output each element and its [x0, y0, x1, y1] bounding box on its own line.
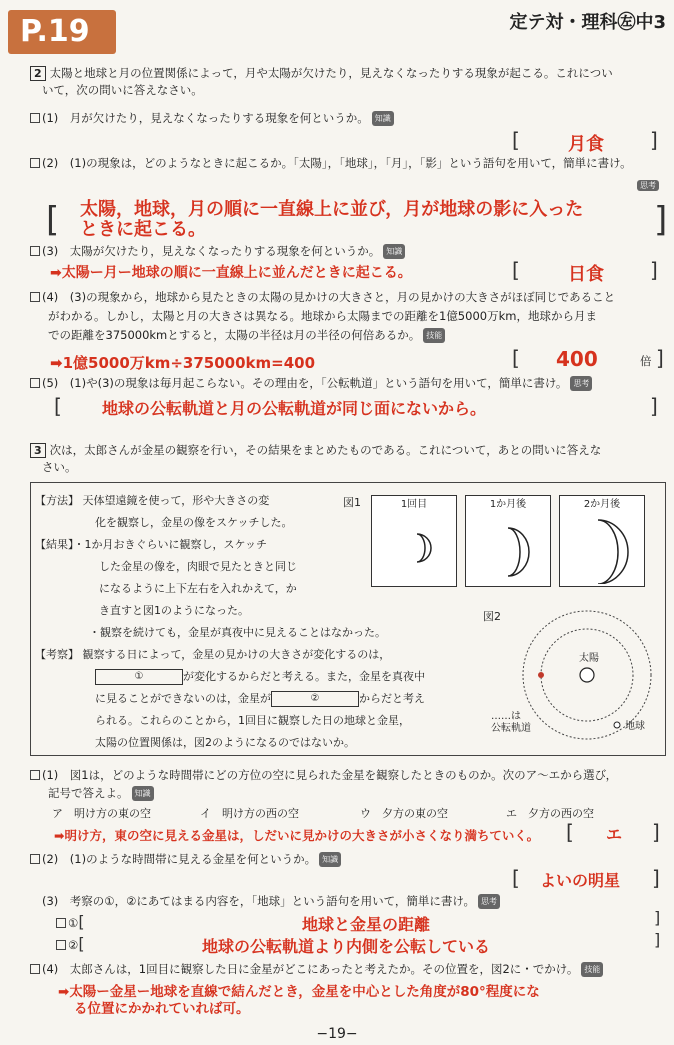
q3-s1: (1) 図1は，どのような時間帯にどの方位の空に見られた金星を観察したときのものか。次のア～エから選び， [30, 768, 617, 783]
q3-intro-line2: さい。 [42, 460, 77, 474]
q3-s1-answer: エ [606, 825, 623, 844]
q3-s3-sub1: ①[ [56, 914, 85, 931]
earth-label: 地球 [625, 721, 645, 732]
choice-i: イ 明け方の西の空 [200, 807, 299, 820]
tag-knowledge: 知識 [383, 244, 405, 259]
q3-s3-answer1: 地球と金星の距離 [302, 915, 431, 934]
q2-s5-answer: 地球の公転軌道と月の公転軌道が同じ面にないから。 [102, 399, 487, 418]
q2-s3-answer: 日食 [568, 264, 604, 285]
sun-icon [580, 668, 594, 682]
checkbox[interactable] [30, 854, 40, 864]
fig2-label: 図2 [483, 610, 501, 623]
fig1-panel-2: 1か月後 [465, 495, 551, 587]
checkbox[interactable] [30, 378, 40, 388]
checkbox[interactable] [30, 770, 40, 780]
checkbox[interactable] [30, 113, 40, 123]
q2-s4: (4) (3)の現象から，地球から見たときの太陽の見かけの大きさと，月の見かけの大きさがほぼ同じであること [30, 290, 615, 305]
observation-box: 【方法】 天体望遠鏡を使って，形や大きさの変 化を観察し，金星の像をスケッチした。 【結果】・1か月おきぐらいに観察し，スケッチ した金星の像を，肉眼で見たときと同じ になるように上下左右を入れかえて，か き直すと図1のようになった。 ・観察を続けても，金星が真夜中に見えることはなかった。 【考察】 観察する日によって，金星の見かけの大きさが変化するのは， ① が変化するからだと考える。また，金星を真夜中 に見ることができないのは，金星が ② からだと考え られる。これらのことから，1回目に観察した日の地球と金星， 太陽の位置関係は，図2のようになるのではないか。 図1 1回目 1か月後 2か月後 図2 太陽 地球 ……は 公転軌道 [30, 482, 666, 756]
checkbox[interactable] [30, 292, 40, 302]
checkbox[interactable] [30, 964, 40, 974]
q3-s4: (4) 太郎さんは，1回目に観察した日に金星がどこにあったと考えたか。その位置を，図2に・でかけ。 技能 [30, 962, 603, 977]
bracket-open: [ [46, 200, 60, 240]
venus-phase-2-icon [466, 514, 552, 584]
tag-thinking: 思考 [637, 180, 659, 191]
q2-s4-line3: での距離を375000kmとすると，太陽の半径は月の半径の何倍あるか。 技能 [48, 328, 445, 343]
q2-s3: (3) 太陽が欠けたり，見えなくなったりする現象を何というか。 知識 [30, 244, 405, 259]
tag-thinking: 思考 [570, 376, 592, 391]
choice-e: エ 夕方の西の空 [506, 807, 594, 820]
choice-a: ア 明け方の東の空 [52, 807, 151, 820]
page-number: −19− [316, 1026, 358, 1042]
q3-s1-explain: ➡明け方，東の空に見える金星は，しだいに見かけの大きさが小さくなり満ちていく。 [54, 828, 540, 843]
venus-dot-icon [538, 672, 544, 678]
blank-1: ① [95, 669, 183, 685]
bracket-open: [ [512, 128, 520, 152]
q2-s4-unit: 倍 [640, 354, 652, 368]
header-title: 定テ対・理科㊧中3 [509, 12, 666, 33]
checkbox[interactable] [30, 158, 40, 168]
q3-s3-sub2: ②[ [56, 936, 85, 953]
tag-thinking: 思考 [478, 894, 500, 909]
q2-s4-answer: 400 [556, 347, 598, 371]
earth-icon [614, 722, 620, 728]
q3-number: 3 [30, 443, 46, 458]
q2-s1-answer: 月食 [568, 134, 604, 155]
q2-s1: (1) 月が欠けたり，見えなくなったりする現象を何というか。 知識 [30, 111, 394, 126]
sun-label: 太陽 [579, 653, 599, 664]
tag-skill: 技能 [581, 962, 603, 977]
orbit-legend: ……は 公転軌道 [491, 711, 531, 734]
q3-intro: 3 次は，太郎さんが金星の観察を行い，その結果をまとめたものである。これについて，あとの問いに答えな [30, 443, 601, 458]
choice-u: ウ 夕方の東の空 [360, 807, 448, 820]
q2-s4-line2: がわかる。しかし，太陽と月の大きさは異なる。地球から太陽までの距離を1億5000万km，地球から月ま [48, 309, 597, 323]
q3-s3: (3) 考察の①，②にあてはまる内容を，「地球」という語句を用いて，簡単に書け。 思考 [42, 894, 500, 909]
q2-intro [30, 66, 613, 81]
tag-skill: 技能 [423, 328, 445, 343]
checkbox[interactable] [30, 246, 40, 256]
fig1-label: 図1 [343, 496, 361, 509]
q3-s4-explain: ➡太陽ー金星ー地球を直線で結んだとき，金星を中心とした角度が80°程度にな る位置にかかれていれば可。 [58, 984, 540, 1017]
tag-knowledge: 知識 [132, 786, 154, 801]
q2-number: 2 [30, 66, 46, 81]
q2-intro-line2: いて，次の問いに答えなさい。 [42, 83, 203, 97]
q2-s3-explain: ➡太陽ー月ー地球の順に一直線上に並んだときに起こる。 [50, 265, 412, 281]
q3-s3-answer2: 地球の公転軌道より内側を公転している [202, 937, 491, 956]
venus-phase-3-icon [560, 514, 646, 584]
tag-knowledge: 知識 [319, 852, 341, 867]
bracket-close: ] [650, 128, 658, 152]
q3-s2: (2) (1)のような時間帯に見える金星を何というか。 知識 [30, 852, 341, 867]
q2-s2-answer: 太陽，地球，月の順に一直線上に並び，月が地球の影に入った ときに起こる。 [80, 199, 584, 240]
fig1-panel-3: 2か月後 [559, 495, 645, 587]
q3-s2-answer: よいの明星 [540, 871, 621, 890]
q2-s2: (2) (1)の現象は，どのようなときに起こるか。「太陽」，「地球」，「月」，「影」という語句を用いて，簡単に書け。 [30, 156, 632, 171]
venus-phase-1-icon [372, 514, 458, 584]
page-badge: P.19 [8, 10, 116, 54]
fig1-panel-1: 1回目 [371, 495, 457, 587]
tag-knowledge: 知識 [372, 111, 394, 126]
bracket-close: ] [654, 200, 668, 240]
q2-s5: (5) (1)や(3)の現象は毎月起こらない。その理由を，「公転軌道」という語句を用いて，簡単に書け。 思考 [30, 376, 592, 391]
blank-2: ② [271, 691, 359, 707]
q2-s4-explain: ➡1億5000万km÷375000km=400 [50, 354, 316, 372]
q2-intro-line1: 太陽と地球と月の位置関係によって，月や太陽が欠けたり，見えなくなったりする現象が起こる。これについ [49, 66, 613, 80]
